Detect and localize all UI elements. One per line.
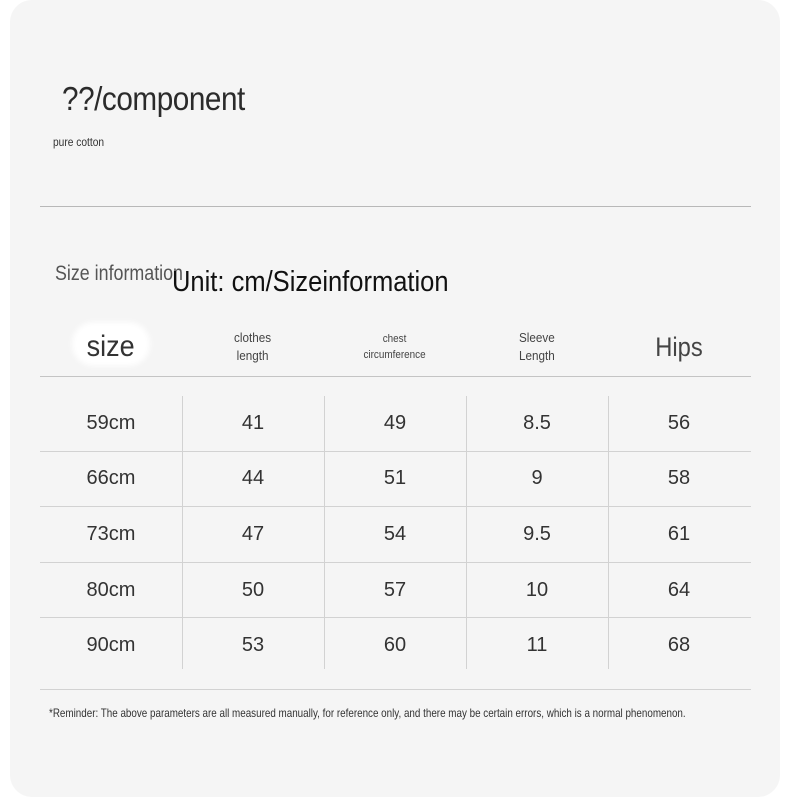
cell-hips: 68 — [667, 634, 691, 657]
cell-hips: 61 — [667, 522, 691, 545]
cell-sleeve: 8.5 — [523, 411, 551, 434]
cell-hips: 56 — [667, 411, 691, 434]
header-clothes-length-line2: length — [237, 348, 269, 363]
table-row — [40, 506, 751, 562]
header-sleeve-length — [466, 318, 608, 376]
cell-clothes-length: 50 — [241, 578, 265, 601]
cell-size: 59cm — [86, 411, 136, 434]
cell-clothes-length: 41 — [241, 411, 265, 434]
header-chest-circumference — [324, 318, 466, 376]
header-size — [40, 318, 182, 376]
column-divider — [466, 396, 467, 669]
reminder-note: *Reminder: The above parameters are all measured manually, for reference only, and there may be certain errors, which is a normal phenomenon. — [49, 706, 686, 720]
header-clothes-length-line1: clothes — [234, 330, 272, 345]
cell-sleeve: 11 — [526, 634, 548, 657]
unit-label: Unit: cm/Sizeinformation — [172, 266, 449, 298]
cell-clothes-length: 53 — [241, 634, 265, 657]
cell-chest: 57 — [383, 578, 407, 601]
cell-size: 73cm — [86, 522, 136, 545]
column-divider — [324, 396, 325, 669]
header-chest-line1: chest — [383, 333, 407, 345]
cell-chest: 60 — [383, 634, 407, 657]
cell-hips: 64 — [667, 578, 691, 601]
header-divider — [40, 376, 751, 377]
cell-size: 80cm — [86, 578, 136, 601]
cell-chest: 54 — [383, 522, 407, 545]
cell-hips: 58 — [667, 467, 691, 490]
cell-sleeve: 9 — [531, 467, 543, 490]
cell-size: 90cm — [86, 634, 136, 657]
size-information-label: Size information — [55, 262, 183, 285]
cell-clothes-length: 47 — [241, 522, 265, 545]
header-sleeve-line1: Sleeve — [519, 330, 555, 345]
cell-size: 66cm — [86, 467, 136, 490]
page-title: ??/component — [62, 80, 245, 117]
column-divider — [182, 396, 183, 669]
table-row — [40, 617, 751, 673]
material-value: pure cotton — [53, 135, 105, 149]
cell-clothes-length: 44 — [241, 467, 265, 490]
section-divider — [40, 206, 751, 207]
cell-chest: 51 — [383, 467, 407, 490]
header-clothes-length — [182, 318, 324, 376]
header-hips — [608, 318, 750, 376]
header-sleeve-line2: Length — [519, 348, 555, 363]
column-divider — [608, 396, 609, 669]
size-table — [40, 396, 751, 673]
header-hips-label: Hips — [655, 331, 703, 362]
table-bottom-divider — [40, 689, 751, 690]
table-row — [40, 396, 751, 451]
table-row — [40, 562, 751, 618]
table-row — [40, 451, 751, 507]
header-chest-line2: circumference — [363, 349, 427, 361]
table-header — [40, 318, 751, 376]
cell-sleeve: 9.5 — [523, 522, 551, 545]
cell-sleeve: 10 — [525, 578, 549, 601]
cell-chest: 49 — [383, 411, 407, 434]
header-size-label: size — [86, 330, 136, 363]
